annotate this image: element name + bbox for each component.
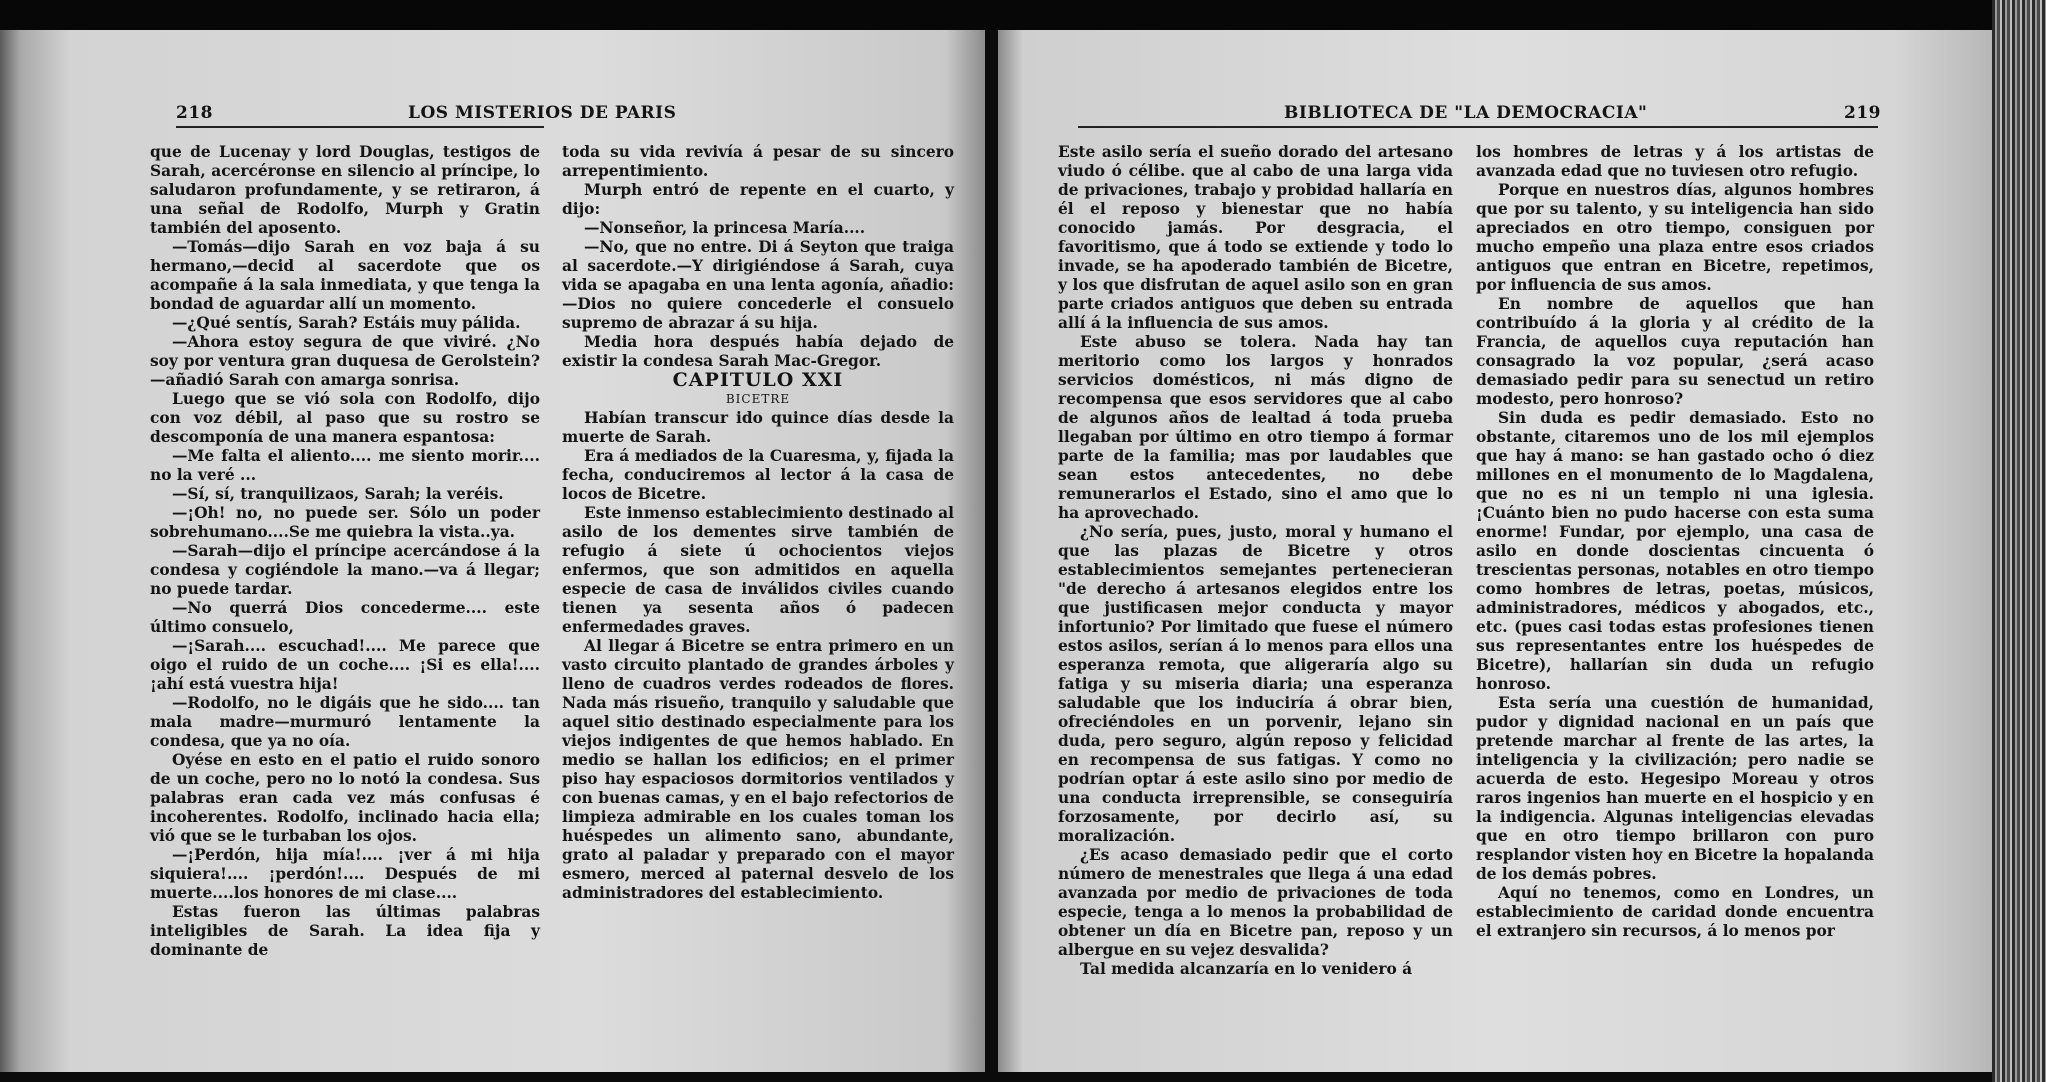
right-running-head: BIBLIOTECA DE "LA DEMOCRACIA" bbox=[1284, 103, 1648, 123]
paragraph: ¿No sería, pues, justo, moral y humano el que las plazas de Bicetre y otros establecimientos semejantes pertenecieran "de derecho á artesanos elegidos entre los que justificasen mejor conducta y mayor infortunio? Por limitado que fuese el número estos asilos, serían á lo menos para ellos una esperanza remota, que aligeraría algo su fatiga y su miseria diaria; una esperanza saludable que los induciría á obrar bien, ofreciéndoles en un porvenir, lejano sin duda, pero seguro, algún reposo y felicidad en recompensa de sus fatigas. Y como no podrían optar á este asilo sino por medio de una conducta irreprensible, se conseguiría forzosamente, por decirlo así, su moralización. bbox=[1058, 523, 1453, 845]
paragraph: Este inmenso establecimiento destinado al asilo de los dementes sirve también de refugio á siete ú ochocientos viejos enfermos, que son admitidos en aquella especie de casa de inválidos civiles cuando tienen ya sesenta años ó padecen enfermedades graves. bbox=[562, 504, 954, 636]
paragraph: —Tomás—dijo Sarah en voz baja á su hermano,—decid al sacerdote que os acompañe á la sala inmediata, y que tenga la bondad de aguardar allí un momento. bbox=[150, 238, 540, 313]
left-column-2 bbox=[562, 143, 954, 903]
paragraph: Este asilo sería el sueño dorado del artesano viudo ó célibe. que al cabo de una larga vida de privaciones, trabajo y probidad hallaría en él el reposo y bienestar que no había conocido jamás. Por desgracia, el favoritismo, que á todo se extiende y todo lo invade, se ha apoderado también de Bicetre, y los que disfrutan de aquel asilo son en gran parte criados antiguos que deben su entrada allí á la influencia de sus amos. bbox=[1058, 143, 1453, 332]
chapter-subtitle: BICETRE bbox=[725, 392, 791, 406]
left-page-number: 218 bbox=[176, 103, 213, 123]
paragraph: Murph entró de repente en el cuarto, y dijo: bbox=[562, 181, 954, 218]
paragraph: —No querrá Dios concederme.... este último consuelo, bbox=[150, 599, 540, 636]
paragraph: Habían transcur ido quince días desde la muerte de Sarah. bbox=[562, 409, 954, 446]
paragraph: Porque en nuestros días, algunos hombres que por su talento, y su inteligencia han sido apreciados en otro tiempo, consiguen por mucho empeño una plaza entre esos criados antiguos que entran en Bicetre, repetimos, por influencia de sus amos. bbox=[1476, 181, 1874, 294]
paragraph: —Me falta el aliento.... me siento morir.... no la veré ... bbox=[150, 447, 540, 484]
paragraph: Media hora después había dejado de existir la condesa Sarah Mac-Gregor. bbox=[562, 333, 954, 370]
paragraph: —¿Qué sentís, Sarah? Estáis muy pálida. bbox=[172, 314, 521, 332]
paragraph: ¿Es acaso demasiado pedir que el corto número de menestrales que llega á una edad avanzada por medio de privaciones de toda especie, tenga a lo menos la probabilidad de obtener un día en Bicetre pan, reposo y un albergue en su vejez desvalida? bbox=[1058, 846, 1453, 959]
paragraph: Este abuso se tolera. Nada hay tan meritorio como los largos y honrados servicios domésticos, ni más digno de recompensa que esos servidores que al cabo de algunos años de lealtad á toda prueba llegaban por último en otro tiempo á formar parte de la familia; mas por laudables que sean estos antecedentes, no debe remunerarlos el Estado, sino el amo que lo ha aprovechado. bbox=[1058, 333, 1453, 522]
paragraph: —Sí, sí, tranquilizaos, Sarah; la veréis. bbox=[172, 485, 504, 503]
right-column-1 bbox=[1058, 143, 1453, 979]
paragraph: —Rodolfo, no le digáis que he sido.... tan mala madre—murmuró lentamente la condesa, que ya no oía. bbox=[150, 694, 540, 750]
paragraph: Al llegar á Bicetre se entra primero en un vasto circuito plantado de grandes árboles y lleno de cuadros verdes rodeados de flores. Nada más risueño, tranquilo y saludable que aquel sitio destinado especialmente para los viejos indigentes de que hemos hablado. En medio se hallan los edificios; en el primer piso hay espaciosos dormitorios ventilados y con buenas camas, y en el bajo refectorios de limpieza admirable en los cuales toman los huéspedes un alimento sano, abundante, grato al paladar y preparado con el mayor esmero, merced al paternal desvelo de los administradores del establecimiento. bbox=[562, 637, 954, 902]
paragraph: —No, que no entre. Di á Seyton que traiga al sacerdote.—Y dirigiéndose á Sarah, cuya vida se apagaba en una lenta agonía, añadio:—Dios no quiere concederle el consuelo supremo de abrazar á su hija. bbox=[562, 238, 954, 332]
paragraph: Tal medida alcanzaría en lo venidero á bbox=[1080, 960, 1413, 978]
right-header-rule bbox=[1078, 126, 1878, 128]
right-page bbox=[998, 30, 1992, 1072]
paragraph: toda su vida revivía á pesar de su sincero arrepentimiento. bbox=[562, 143, 954, 180]
scan-top-border bbox=[0, 0, 2046, 30]
paragraph: Sin duda es pedir demasiado. Esto no obstante, citaremos uno de los mil ejemplos que hay á mano: se han gastado ocho ó diez millones en el monumento de lo Magdalena, que no es ni un templo ni una iglesia. ¡Cuánto bien no pudo hacerse con esta suma enorme! Fundar, por ejemplo, una casa de asilo en donde doscientas cincuenta ó trescientas personas, notables en otro tiempo como hombres de letras, poetas, músicos, administradores, médicos y abogados, etc., etc. (pues casi todas estas profesiones tienen sus representantes entre los huéspedes de Bicetre), hallarían sin duda un refugio honroso. bbox=[1476, 409, 1874, 693]
paragraph: Oyése en esto en el patio el ruido sonoro de un coche, pero no lo notó la condesa. Sus palabras eran cada vez más confusas é incoherentes. Rodolfo, inclinado hacia ella; vió que se le turbaban los ojos. bbox=[150, 751, 540, 845]
left-header-rule bbox=[176, 126, 544, 128]
paragraph: —Nonseñor, la princesa María.... bbox=[584, 219, 866, 237]
paragraph: Aquí no tenemos, como en Londres, un establecimiento de caridad donde encuentra el extranjero sin recursos, á lo menos por bbox=[1476, 884, 1874, 940]
paragraph: —¡Sarah.... escuchad!.... Me parece que oigo el ruido de un coche.... ¡Si es ella!.... ¡ahí está vuestra hija! bbox=[150, 637, 540, 693]
paragraph: —¡Oh! no, no puede ser. Sólo un poder sobrehumano....Se me quiebra la vista..ya. bbox=[150, 504, 540, 541]
paragraph: Luego que se vió sola con Rodolfo, dijo con voz débil, al paso que su rostro se descomponía de una manera espantosa: bbox=[150, 390, 540, 446]
paragraph: En nombre de aquellos que han contribuído á la gloria y al crédito de la Francia, de aquellos cuya reputación han consagrado la voz popular, ¿será acaso demasiado pedir para su senectud un retiro modesto, pero honroso? bbox=[1476, 295, 1874, 408]
left-page bbox=[0, 30, 985, 1072]
paragraph: —¡Perdón, hija mía!.... ¡ver á mi hija siquiera!.... ¡perdón!.... Después de mi muerte....los honores de mi clase.... bbox=[150, 846, 540, 902]
right-page-number: 219 bbox=[1844, 103, 1881, 123]
left-running-head: LOS MISTERIOS DE PARIS bbox=[408, 103, 677, 123]
chapter-title: CAPITULO XXI bbox=[672, 369, 844, 391]
right-column-2 bbox=[1476, 143, 1874, 941]
paragraph: Estas fueron las últimas palabras inteligibles de Sarah. La idea fija y dominante de bbox=[150, 903, 540, 959]
paragraph: Esta sería una cuestión de humanidad, pudor y dignidad nacional en un país que pretende marchar al frente de las artes, la inteligencia y la civilización; pero nadie se acuerda de esto. Hegesipo Moreau y otros raros ingenios han muerte en el hospicio y en la indigencia. Algunas inteligencias elevadas que en otro tiempo brillaron con puro resplandor visten hoy en Bicetre la hopalanda de los demás pobres. bbox=[1476, 694, 1874, 883]
left-column-1 bbox=[150, 143, 540, 960]
paragraph: Era á mediados de la Cuaresma, y, fijada la fecha, conduciremos al lector á la casa de locos de Bicetre. bbox=[562, 447, 954, 503]
paragraph: —Sarah—dijo el príncipe acercándose á la condesa y cogiéndole la mano.—va á llegar; no puede tardar. bbox=[150, 542, 540, 598]
paragraph: —Ahora estoy segura de que viviré. ¿No soy por ventura gran duquesa de Gerolstein? —añadió Sarah con amarga sonrisa. bbox=[150, 333, 540, 389]
paragraph: que de Lucenay y lord Douglas, testigos de Sarah, acercéronse en silencio al príncipe, lo saludaron profundamente, y se retiraron, á una señal de Rodolfo, Murph y Gratin también del aposento. bbox=[150, 143, 540, 237]
paragraph: los hombres de letras y á los artistas de avanzada edad que no tuviesen otro refugio. bbox=[1476, 143, 1874, 180]
book-page-edges bbox=[1992, 0, 2046, 1082]
